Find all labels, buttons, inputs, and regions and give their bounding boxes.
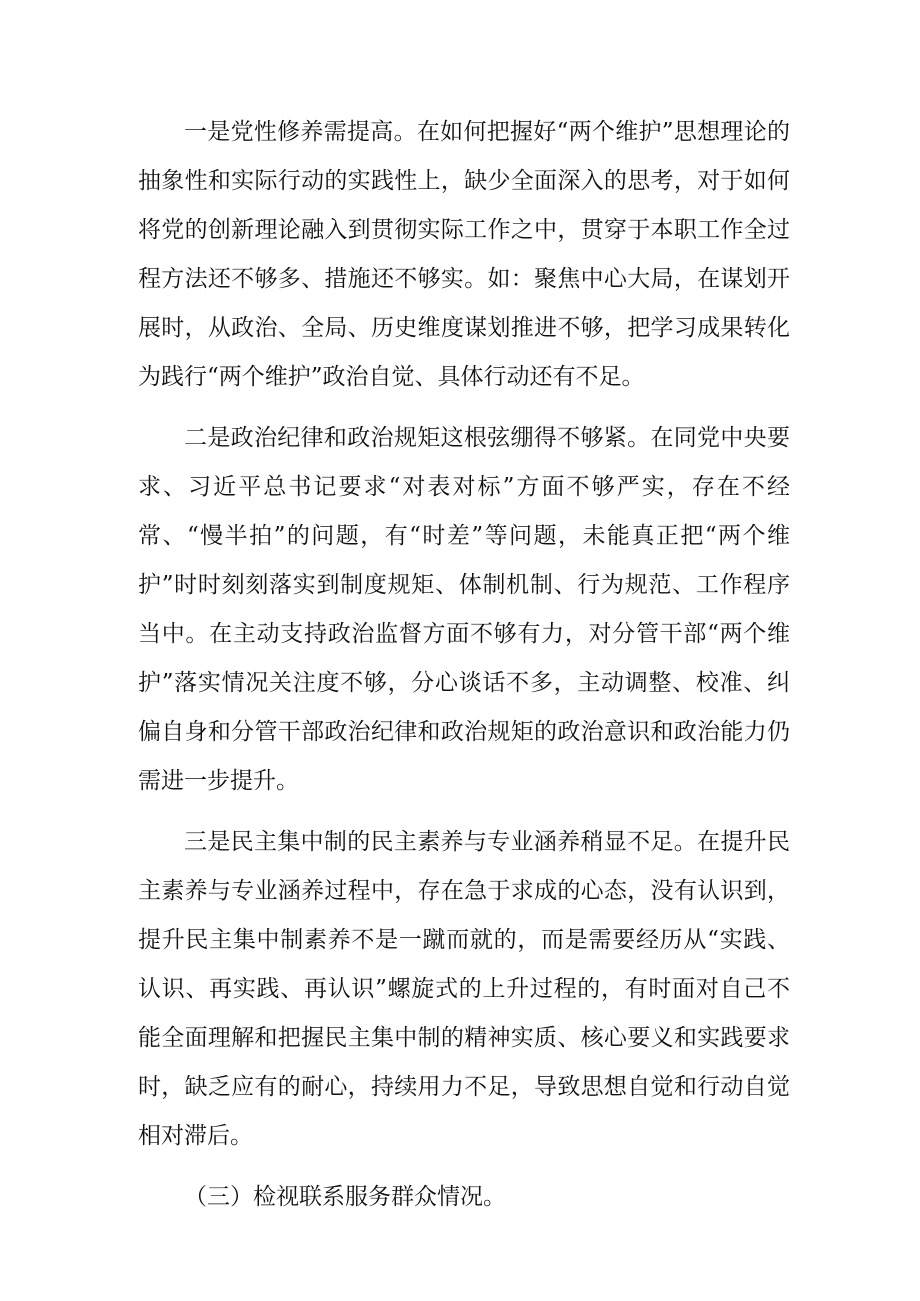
document-body [138,108,790,1222]
paragraph-party-spirit: 一是党性修养需提高。在如何把握好“两个维护”思想理论的抽象性和实际行动的实践性上，缺少全面深入的思考，对于如何将党的创新理论融入到贯彻实际工作之中，贯穿于本职工作全过程方法还不够多、措施还不够实。如：聚焦中心大局，在谋划开展时，从政治、全局、历史维度谋划推进不够，把学习成果转化为践行“两个维护”政治自觉、具体行动还有不足。 [138,119,790,390]
paragraph-democratic-centralism: 三是民主集中制的民主素养与专业涵养稍显不足。在提升民主素养与专业涵养过程中，存在急于求成的心态，没有认识到，提升民主集中制素养不是一蹴而就的，而是需要经历从“实践、认识、再实践、再认识”螺旋式的上升过程的，有时面对自己不能全面理解和把握民主集中制的精神实质、核心要义和实践要求时，缺乏应有的耐心，持续用力不足，导致思想自觉和行动自觉相对滞后。 [138,829,790,1149]
paragraph-political-discipline: 二是政治纪律和政治规矩这根弦绷得不够紧。在同党中央要求、习近平总书记要求“对表对标”方面不够严实，存在不经常、“慢半拍”的问题，有“时差”等问题，未能真正把“两个维护”时时刻刻落实到制度规矩、体制机制、行为规范、工作程序当中。在主动支持政治监督方面不够有力，对分管干部“两个维护”落实情况关注度不够，分心谈话不多，主动调整、校准、纠偏自身和分管干部政治纪律和政治规矩的政治意识和政治能力仍需进一步提升。 [138,425,790,794]
section-heading: （三）检视联系服务群众情况。 [184,1184,506,1210]
